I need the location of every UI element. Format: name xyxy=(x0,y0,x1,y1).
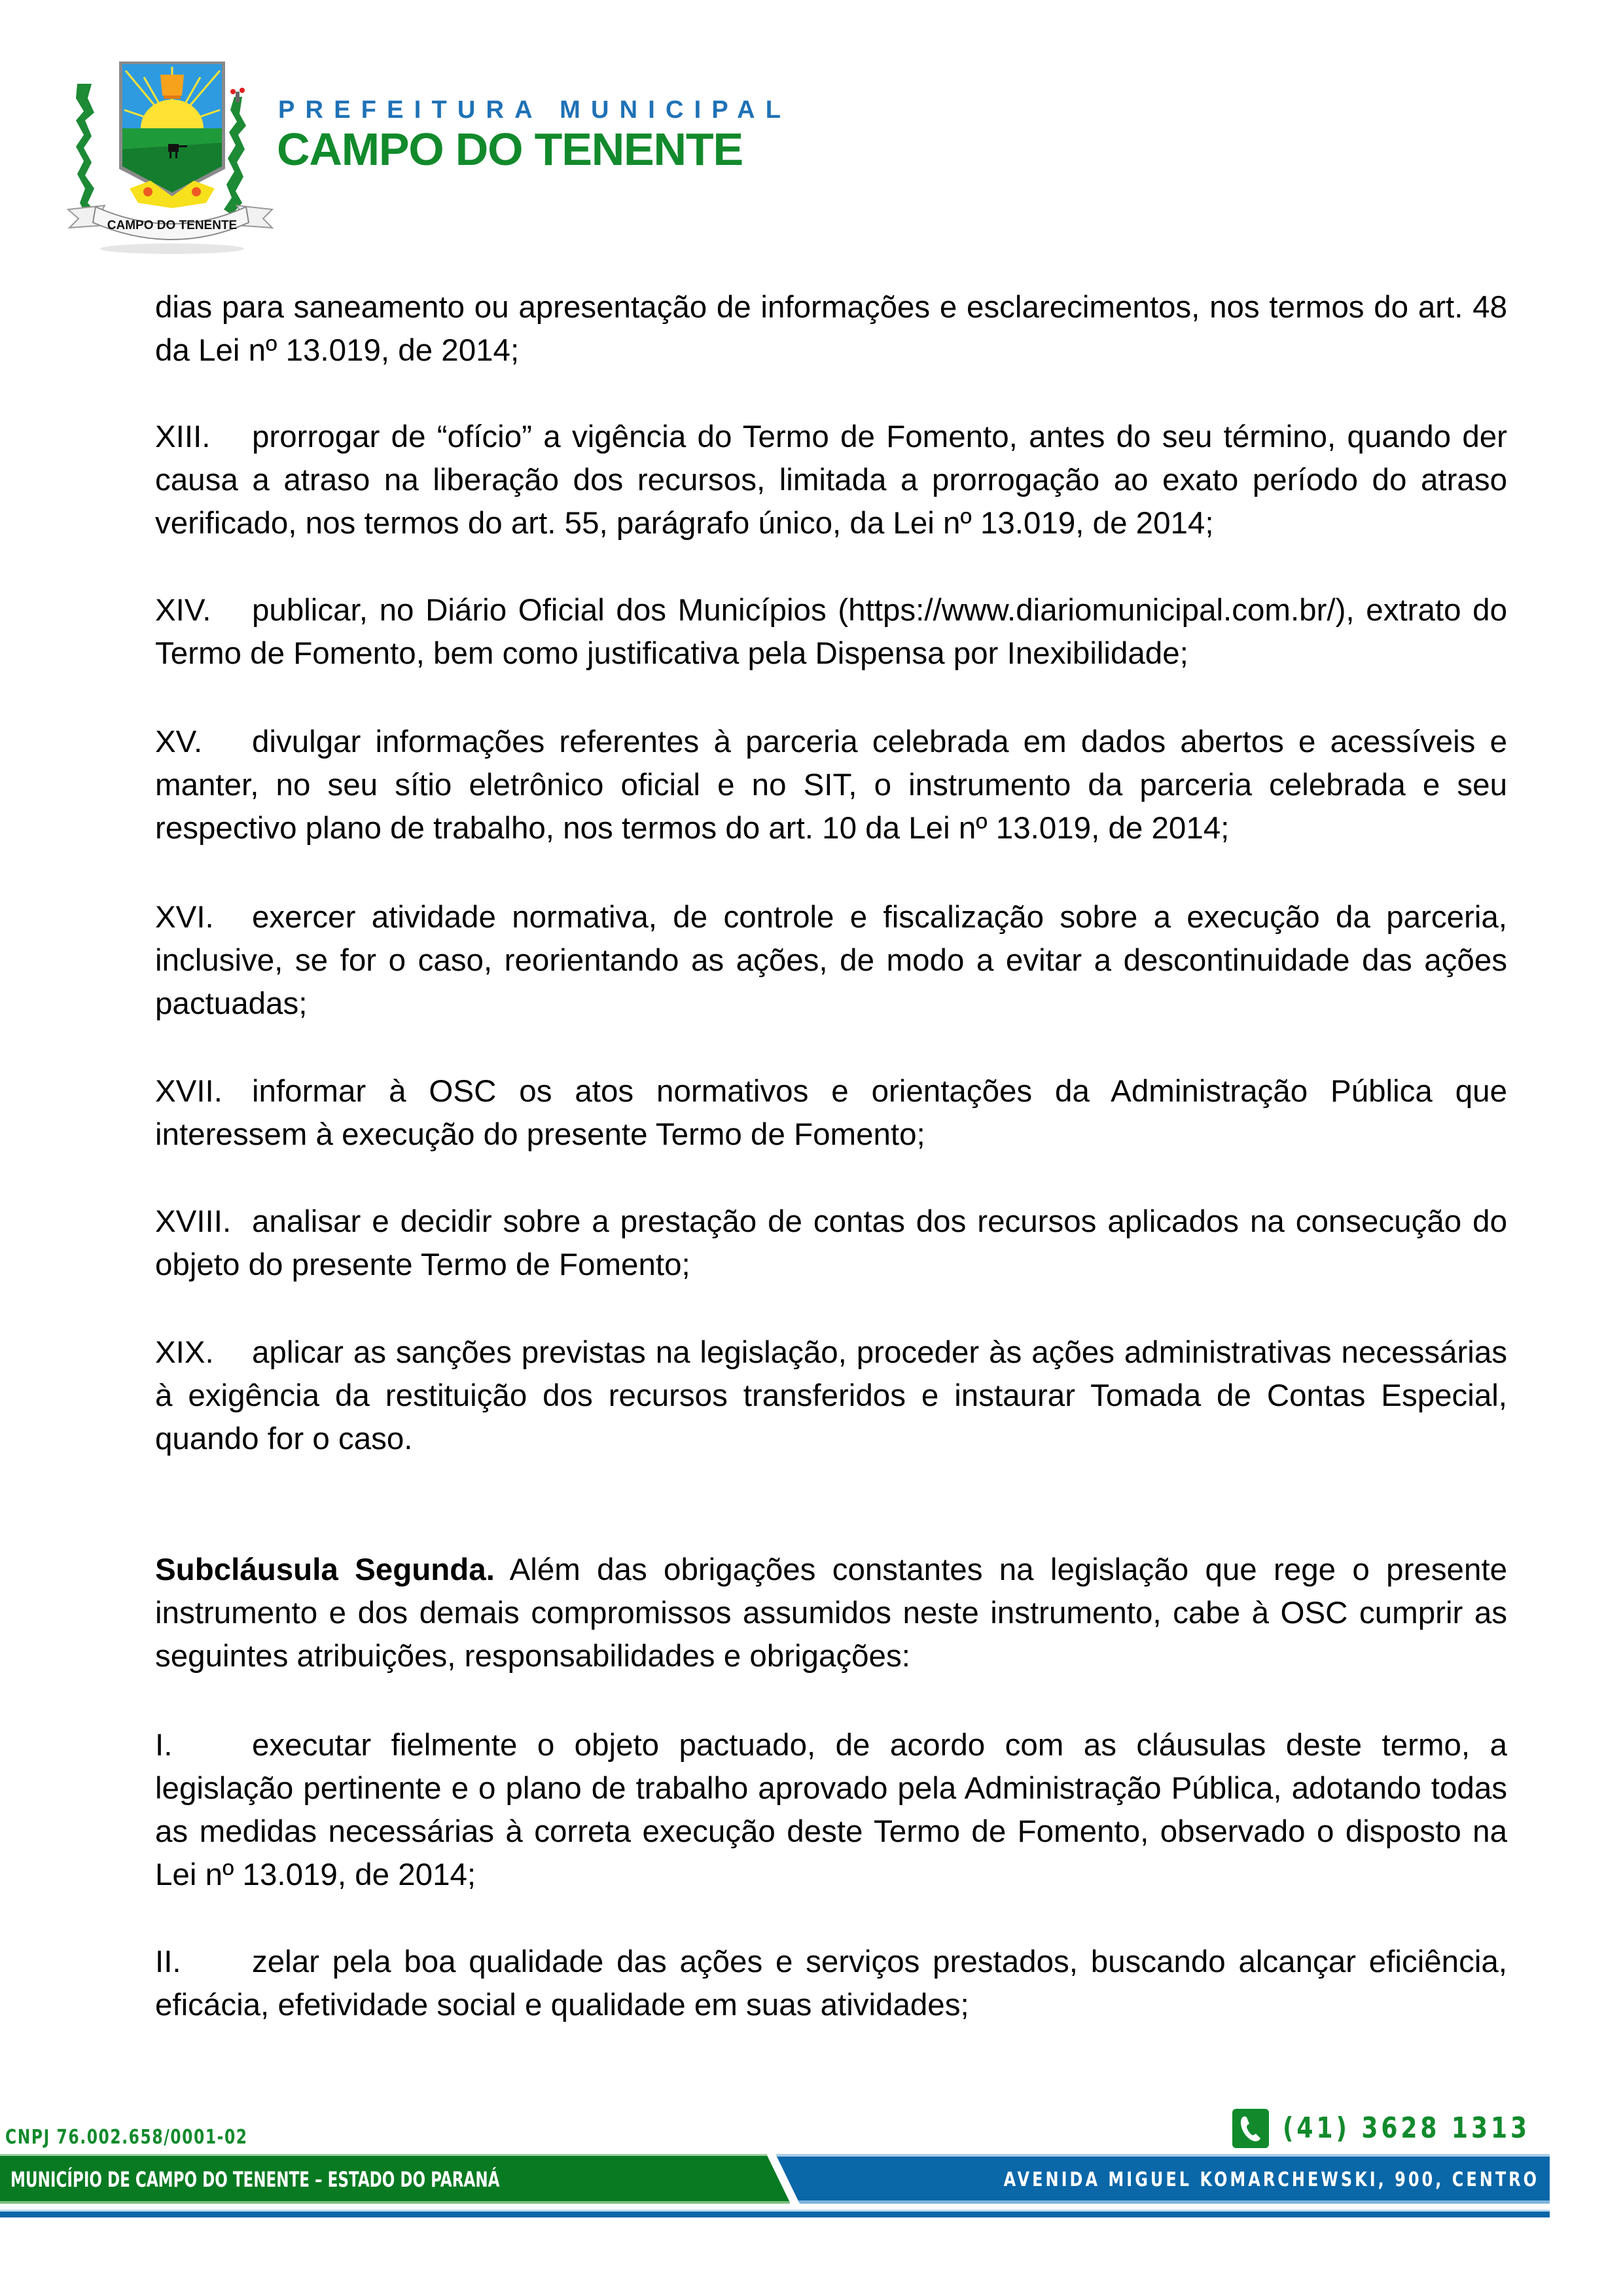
item-number: XIII. xyxy=(155,420,211,454)
item-number: XIV. xyxy=(155,593,211,628)
list-item-xvi xyxy=(155,896,1507,1026)
list-item-xvii xyxy=(155,1070,1507,1157)
item-number: XV. xyxy=(155,725,203,759)
subclause-title: Subcláusula Segunda. xyxy=(155,1552,495,1587)
address-banner: AVENIDA MIGUEL KOMARCHEWSKI, 900, CENTRO xyxy=(1003,2168,1539,2191)
item-number: XVI. xyxy=(155,900,214,935)
subclause-text: Além das obrigações constantes na legislação que rege o presente instrumento e dos demais compromissos assumidos neste instrumento, cabe à OSC cumprir as seguintes atribuições, responsabilidades e obrigações: xyxy=(155,1552,1507,1674)
item-text: exercer atividade normativa, de controle e fiscalização sobre a execução da parceria, inclusive, se for o caso, reorientando as ações, de modo a evitar a descontinuidade das ações pactuadas; xyxy=(155,900,1507,1021)
list-item xyxy=(155,721,1507,850)
item-number: II. xyxy=(155,1945,181,1979)
item-text: executar fielmente o objeto pactuado, de acordo com as cláusulas deste termo, a legislação pertinente e o plano de trabalho aprovado pela Administração Pública, adotando todas as medidas necessárias à correta execução deste Termo de Fomento, observado o disposto na Lei nº 13.019, de 2014; xyxy=(155,1728,1507,1892)
subclause-paragraph xyxy=(155,1549,1507,1678)
list-item xyxy=(155,1724,1507,1897)
list-item xyxy=(155,1200,1507,1287)
item-number: XVII. xyxy=(155,1074,223,1109)
list-item xyxy=(155,589,1507,675)
crest-ribbon-text: CAMPO DO TENENTE xyxy=(107,219,238,232)
list-item-ii xyxy=(155,1941,1507,2027)
list-item-xiii xyxy=(155,416,1507,545)
item-text: divulgar informações referentes à parceria celebrada em dados abertos e acessíveis e manter, no seu sítio eletrônico oficial e no SIT, o instrumento da parceria celebrada e seu respectivo plano de trabalho, nos termos do art. 10 da Lei nº 13.019, de 2014; xyxy=(155,725,1507,846)
phone-number: (41) 3628 1313 xyxy=(1283,2111,1531,2145)
paragraph-text: dias para saneamento ou apresentação de informações e esclarecimentos, nos termos do art. 48 da Lei nº 13.019, de 2014; xyxy=(155,290,1507,368)
list-item-xv xyxy=(155,721,1507,850)
phone-icon xyxy=(1232,2109,1269,2148)
item-text: informar à OSC os atos normativos e orientações da Administração Pública que interessem à execução do presente Termo de Fomento; xyxy=(155,1074,1507,1152)
list-item xyxy=(155,1070,1507,1157)
list-item xyxy=(155,1941,1507,2027)
list-item xyxy=(155,1331,1507,1461)
item-number: XIX. xyxy=(155,1335,214,1370)
paragraph-continuation xyxy=(155,286,1507,372)
list-item-xix xyxy=(155,1331,1507,1461)
municipality-banner: MUNICÍPIO DE CAMPO DO TENENTE – ESTADO DO PARANÁ xyxy=(10,2167,500,2192)
item-text: publicar, no Diário Oficial dos Municípios (https://www.diariomunicipal.com.br/), extrato do Termo de Fomento, bem como justificativa pela Dispensa por Inexibilidade; xyxy=(155,593,1507,671)
list-item-xiv xyxy=(155,589,1507,675)
subclause-segunda xyxy=(155,1549,1507,1678)
list-item-i xyxy=(155,1724,1507,1897)
item-text: zelar pela boa qualidade das ações e serviços prestados, buscando alcançar eficiência, eficácia, efetividade social e qualidade em suas atividades; xyxy=(155,1945,1507,2022)
list-item xyxy=(155,896,1507,1026)
item-text: aplicar as sanções previstas na legislação, proceder às ações administrativas necessárias à exigência da restituição dos recursos transferidos e instaurar Tomada de Contas Especial, quando for o caso. xyxy=(155,1335,1507,1456)
item-number: XVIII. xyxy=(155,1204,232,1239)
item-text: analisar e decidir sobre a prestação de contas dos recursos aplicados na consecução do objeto do presente Termo de Fomento; xyxy=(155,1204,1507,1282)
brand-title: CAMPO DO TENENTE xyxy=(277,124,743,175)
cnpj-label: CNPJ 76.002.658/0001-02 xyxy=(5,2126,248,2149)
coat-of-arms-icon xyxy=(65,58,275,254)
item-text: prorrogar de “ofício” a vigência do Termo de Fomento, antes do seu término, quando der causa a atraso na liberação dos recursos, limitada a prorrogação ao exato período do atraso verificado, nos termos do art. 55, parágrafo único, da Lei nº 13.019, de 2014; xyxy=(155,420,1507,541)
list-item xyxy=(155,416,1507,545)
item-number: I. xyxy=(155,1728,173,1763)
list-item-xviii xyxy=(155,1200,1507,1287)
brand-subtitle: PREFEITURA MUNICIPAL xyxy=(278,96,792,124)
